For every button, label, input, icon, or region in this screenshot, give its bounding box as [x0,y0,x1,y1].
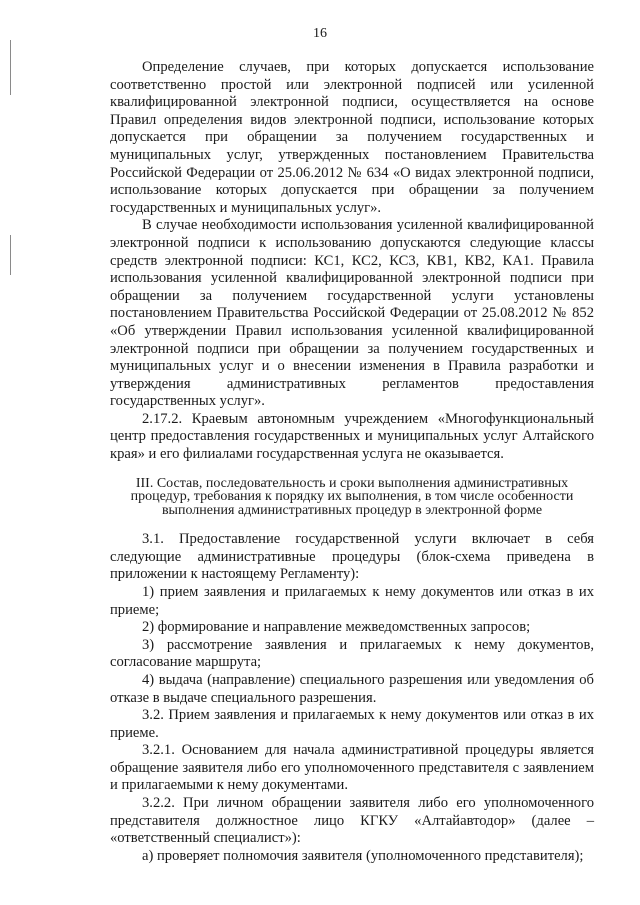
list-item-a: а) проверяет полномочия заявителя (уполномоченного представителя); [142,847,584,864]
list-item-procedure-4: 4) выдача (направление) специального разрешения или уведомления об отказе в выдаче специального разрешения. [110,671,594,706]
paragraph-electronic-signature-cases: Определение случаев, при которых допускается использование соответственно простой или электронной подписей или усиленной квалифицированной электронной подписи, осуществляется на основе Правил определения видов электронной подписи, использование которых допускается при обращении за получением государственных и муниципальных услуг, утвержденных постановлением Правительства Российской Федерации от 25.06.2012 № 634 «О видах электронной подписи, использование которых допускается при обращении за получением государственных и муниципальных услуг». [110,59,594,216]
page-number: 16 [313,26,327,41]
list-item-procedure-1: 1) прием заявления и прилагаемых к нему документов или отказ в их приеме; [110,583,594,618]
paragraph-3-1: 3.1. Предоставление государственной услуги включает в себя следующие административные процедуры (блок-схема приведена в приложении к настоящему Регламенту): [110,531,594,583]
paragraph-3-2: 3.2. Прием заявления и прилагаемых к нему документов или отказ в их приеме. [110,707,594,741]
document-body [110,59,594,865]
list-item-procedure-3: 3) рассмотрение заявления и прилагаемых к нему документов, согласование маршрута; [110,636,594,671]
paragraph-3-2-2: 3.2.2. При личном обращении заявителя либо его уполномоченного представителя должностное лицо КГКУ «Алтайавтодор» (далее – «ответственный специалист»): [110,795,594,847]
scan-margin-line [10,235,11,275]
paragraph-2-17-2: 2.17.2. Краевым автономным учреждением «Многофункциональный центр предоставления государственных и муниципальных услуг Алтайского края» и его филиалами государственная услуга не оказывается. [110,410,594,463]
scan-margin-line [10,40,11,95]
paragraph-qualified-signature: В случае необходимости использования усиленной квалифицированной электронной подписи к использованию допускаются следующие классы средств электронной подписи: КС1, КС2, КС3, КВ1, КВ2, КА1. Правила использования усиленной квалифицированной электронной подписи при обращении за получением государственной услуги установлены постановлением Правительства Российской Федерации от 25.08.2012 № 852 «Об утверждении Правил использования усиленной квалифицированной электронной подписи при обращении за получением государственных и муниципальных услуг и о внесении изменения в Правила разработки и утверждения административных регламентов предоставления государственных услуг». [110,217,594,410]
list-item-procedure-2: 2) формирование и направление межведомственных запросов; [142,619,531,636]
section-heading-iii: III. Состав, последовательность и сроки выполнения административных процедур, требования к порядку их выполнения, в том числе особенности выполнения административных процедур в электронной форме [130,475,574,518]
paragraph-3-2-1: 3.2.1. Основанием для начала административной процедуры является обращение заявителя либо его уполномоченного представителя с заявлением и прилагаемыми к нему документами. [110,742,594,794]
